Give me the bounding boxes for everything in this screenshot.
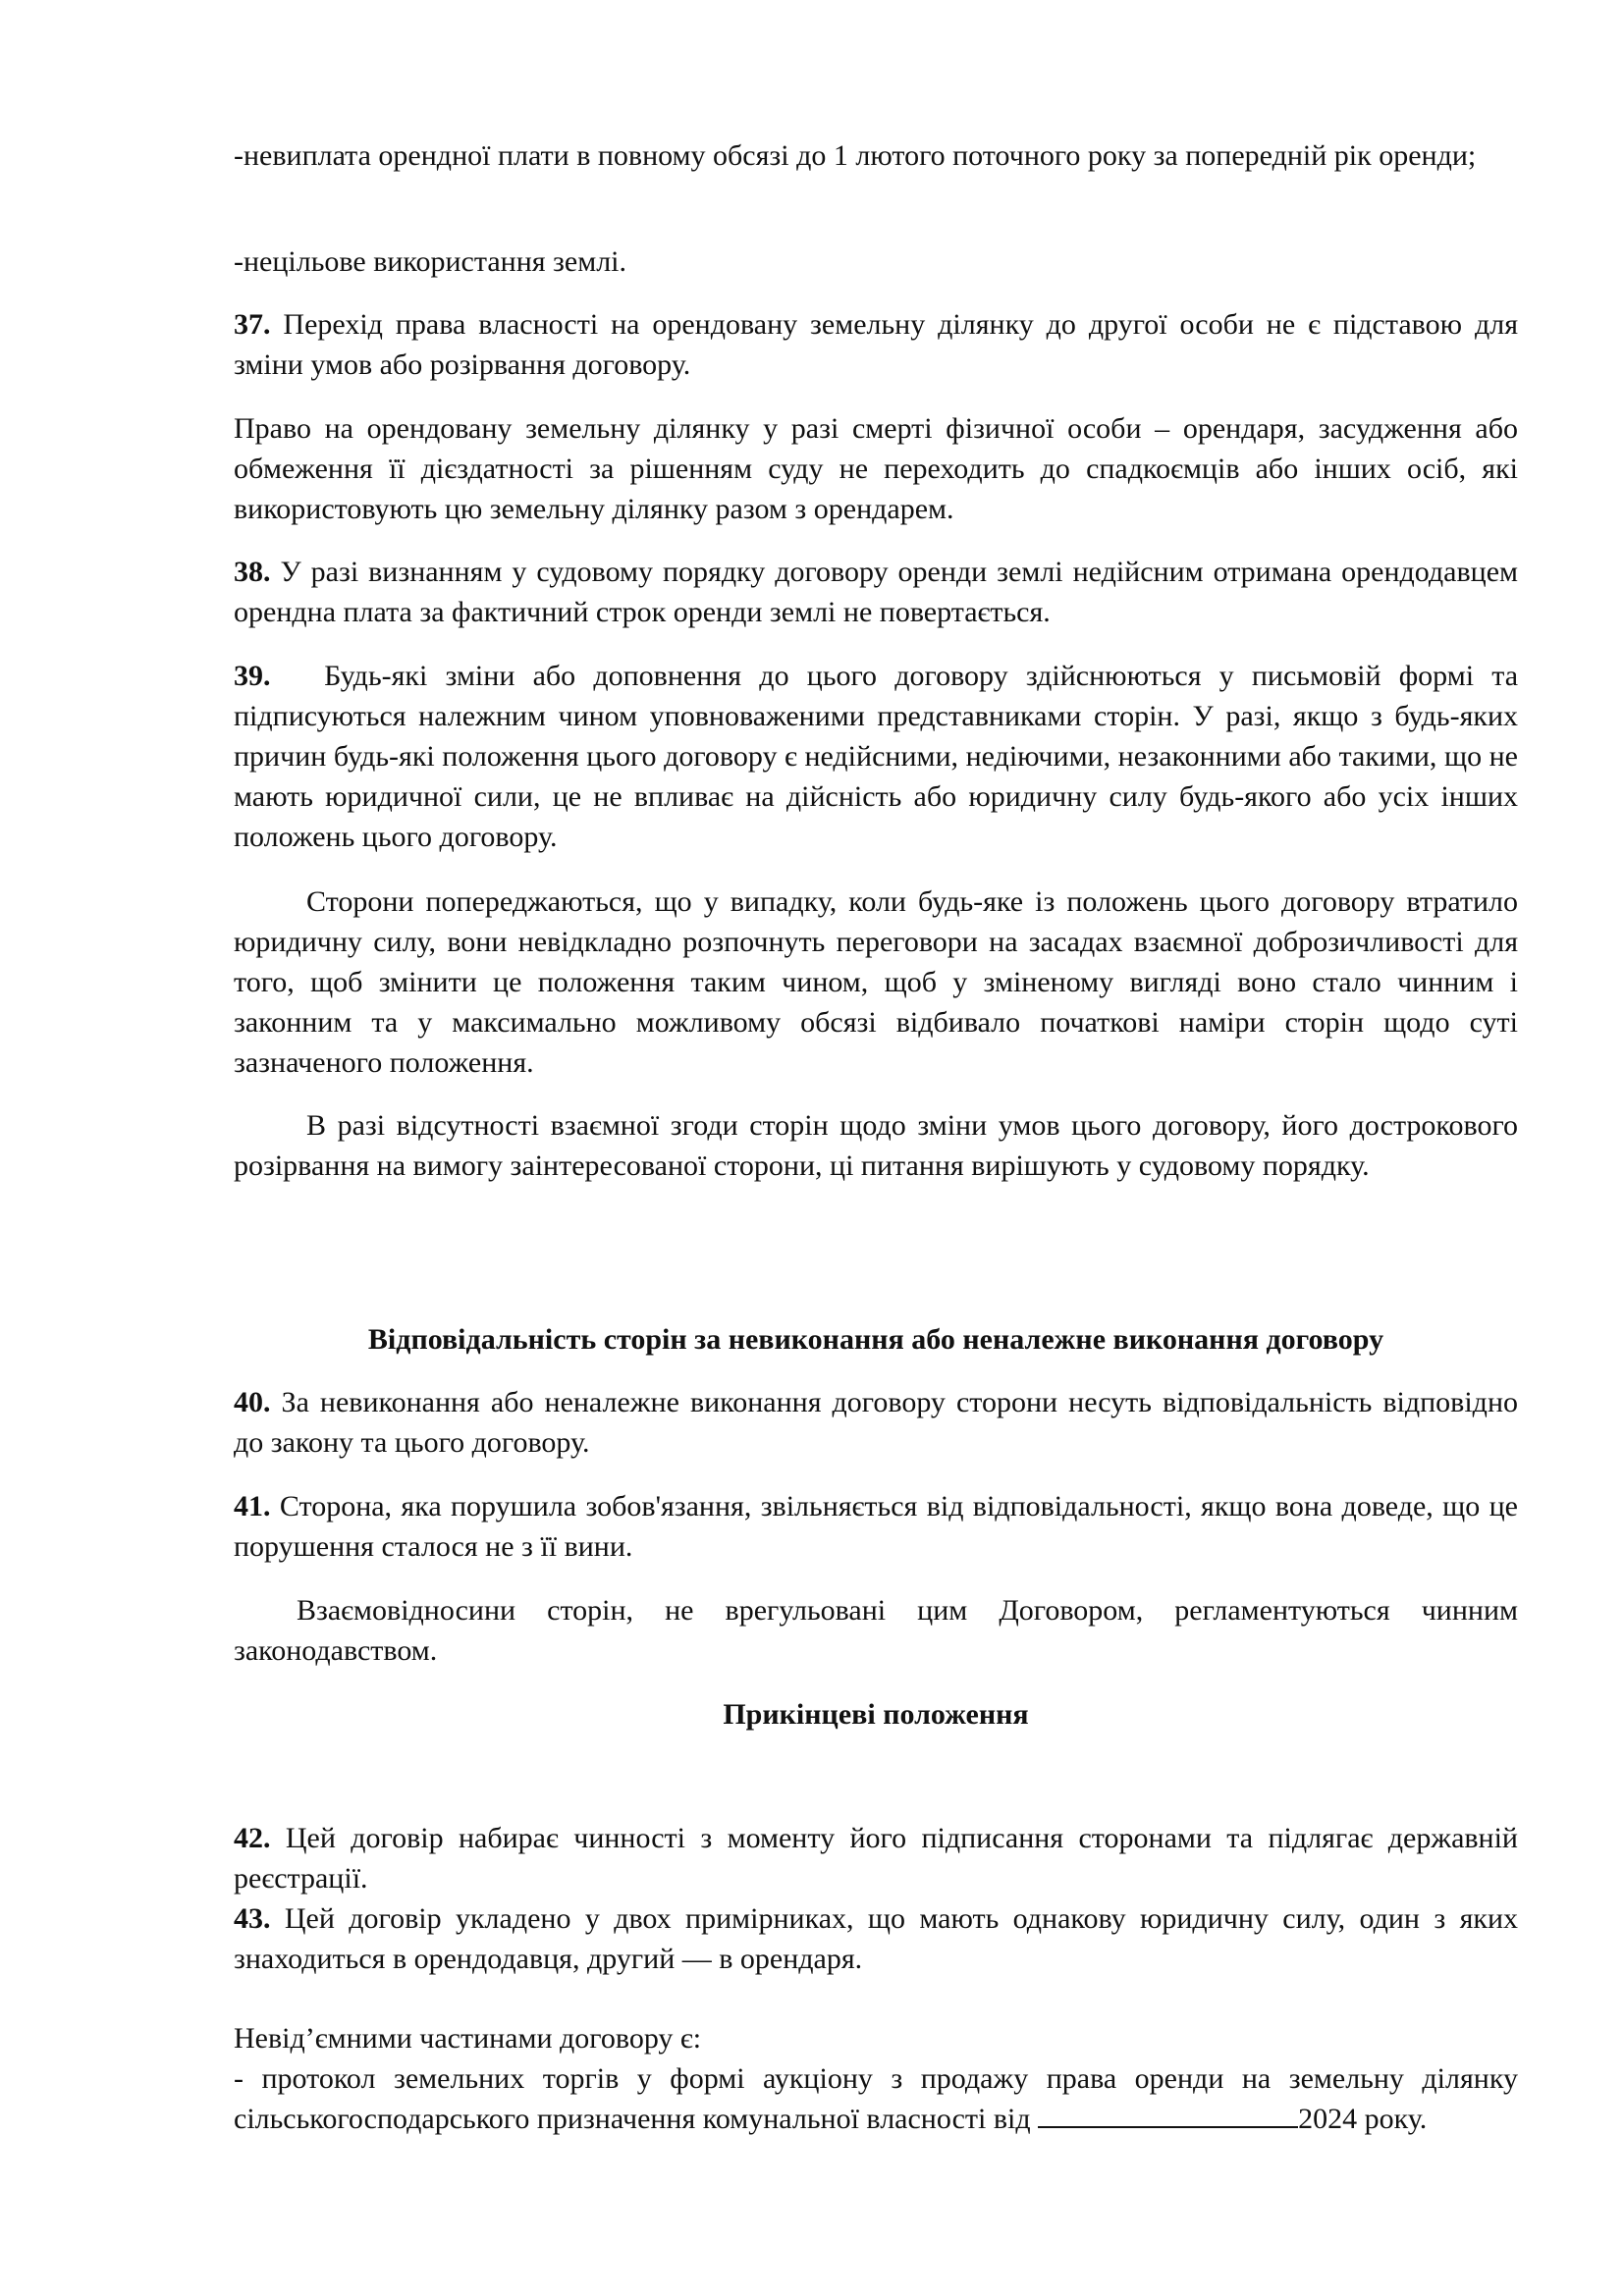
clause-39-text: Будь-які зміни або доповнення до цього договору здійснюються у письмовій формі та підписуються належним чином уповноваженими представниками сторін. У разі, якщо з будь-яких причин будь-які положення цього договору є недійсними, недіючими, незаконними або такими, що не мають юридичної сили, це не впливає на дійсність або юридичну силу будь-якого або усіх інших положень цього договору. xyxy=(234,660,1519,853)
clause-39-negotiation: Сторони попереджаються, що у випадку, коли будь-яке із положень цього договору втратило юридичну силу, вони невідкладно розпочнуть переговори на засадах взаємної доброзичливості для того, щоб змінити це положення таким чином, щоб у зміненому вигляді воно стало чинним і законним та у максимально можливому обсязі відбивало початкові наміри сторін щодо суті зазначеного положення. xyxy=(234,885,1518,1079)
paragraph-relations: Взаємовідносини сторін, не врегульовані цим Договором, регламентуються чинним законодавством. xyxy=(234,1594,1518,1667)
clause-42-number: 42. xyxy=(234,1822,271,1854)
paragraph-rent-nonpayment: -невиплата орендної плати в повному обсязі до 1 лютого поточного року за попередній рік оренди; xyxy=(234,139,1477,172)
annex-end: року. xyxy=(1364,2103,1428,2135)
heading-final-provisions: Прикінцеві положення xyxy=(723,1698,1029,1731)
clause-38-number: 38. xyxy=(234,556,271,588)
clause-37-text: Перехід права власності на орендовану земельну ділянку до другої особи не є підставою для зміни умов або розірвання договору. xyxy=(234,308,1518,381)
clause-39-number: 39. xyxy=(234,660,271,692)
clause-42-text: Цей договір набирає чинності з моменту його підписання сторонами та підлягає державній реєстрації. xyxy=(234,1822,1518,1895)
paragraph-misuse: -нецільове використання землі. xyxy=(234,245,627,278)
clause-39 xyxy=(234,656,1518,857)
clause-41-text: Сторона, яка порушила зобов'язання, звільняється від відповідальності, якщо вона доведе, що це порушення сталося не з її вини. xyxy=(234,1490,1518,1563)
clause-40-number: 40. xyxy=(234,1386,271,1418)
clause-40-text: За невиконання або неналежне виконання договору сторони несуть відповідальність відповідно до закону та цього договору. xyxy=(234,1386,1518,1459)
clause-40 xyxy=(234,1382,1518,1463)
clause-43-number: 43. xyxy=(234,1902,271,1935)
clause-38 xyxy=(234,552,1518,632)
annex-year: 2024 xyxy=(1298,2103,1358,2135)
clause-43 xyxy=(234,1898,1518,1979)
clause-38-text: У разі визнанням у судовому порядку договору оренди землі недійсним отримана орендодавцем орендна плата за фактичний строк оренди землі не повертається. xyxy=(234,556,1519,628)
clause-37 xyxy=(234,304,1518,385)
annex-item xyxy=(234,2058,1518,2139)
annex-item-text: - протокол земельних торгів у формі аукціону з продажу права оренди на земельну ділянку сільськогосподарського призначення комунальної власності від xyxy=(234,2062,1518,2135)
clause-41 xyxy=(234,1486,1518,1567)
clause-37-inheritance: Право на орендовану земельну ділянку у разі смерті фізичної особи – орендаря, засудження або обмеження її дієздатності за рішенням суду не переходить до спадкоємців або інших осіб, які використовують цю земельну ділянку разом з орендарем. xyxy=(234,412,1518,525)
clause-37-number: 37. xyxy=(234,308,271,341)
clause-42 xyxy=(234,1818,1518,1898)
clause-41-number: 41. xyxy=(234,1490,271,1522)
annex-title: Невід’ємними частинами договору є: xyxy=(234,2022,702,2055)
heading-responsibility: Відповідальність сторін за невиконання або неналежне виконання договору xyxy=(367,1323,1384,1356)
clause-39-court: В разі відсутності взаємної згоди сторін щодо зміни умов цього договору, його дострокового розірвання на вимогу заінтересованої сторони, ці питання вирішують у судовому порядку. xyxy=(234,1109,1518,1182)
clause-43-text: Цей договір укладено у двох примірниках, що мають однакову юридичну силу, один з яких знаходиться в орендодавця, другий — в орендаря. xyxy=(234,1902,1518,1975)
date-blank-line xyxy=(1038,2099,1298,2128)
